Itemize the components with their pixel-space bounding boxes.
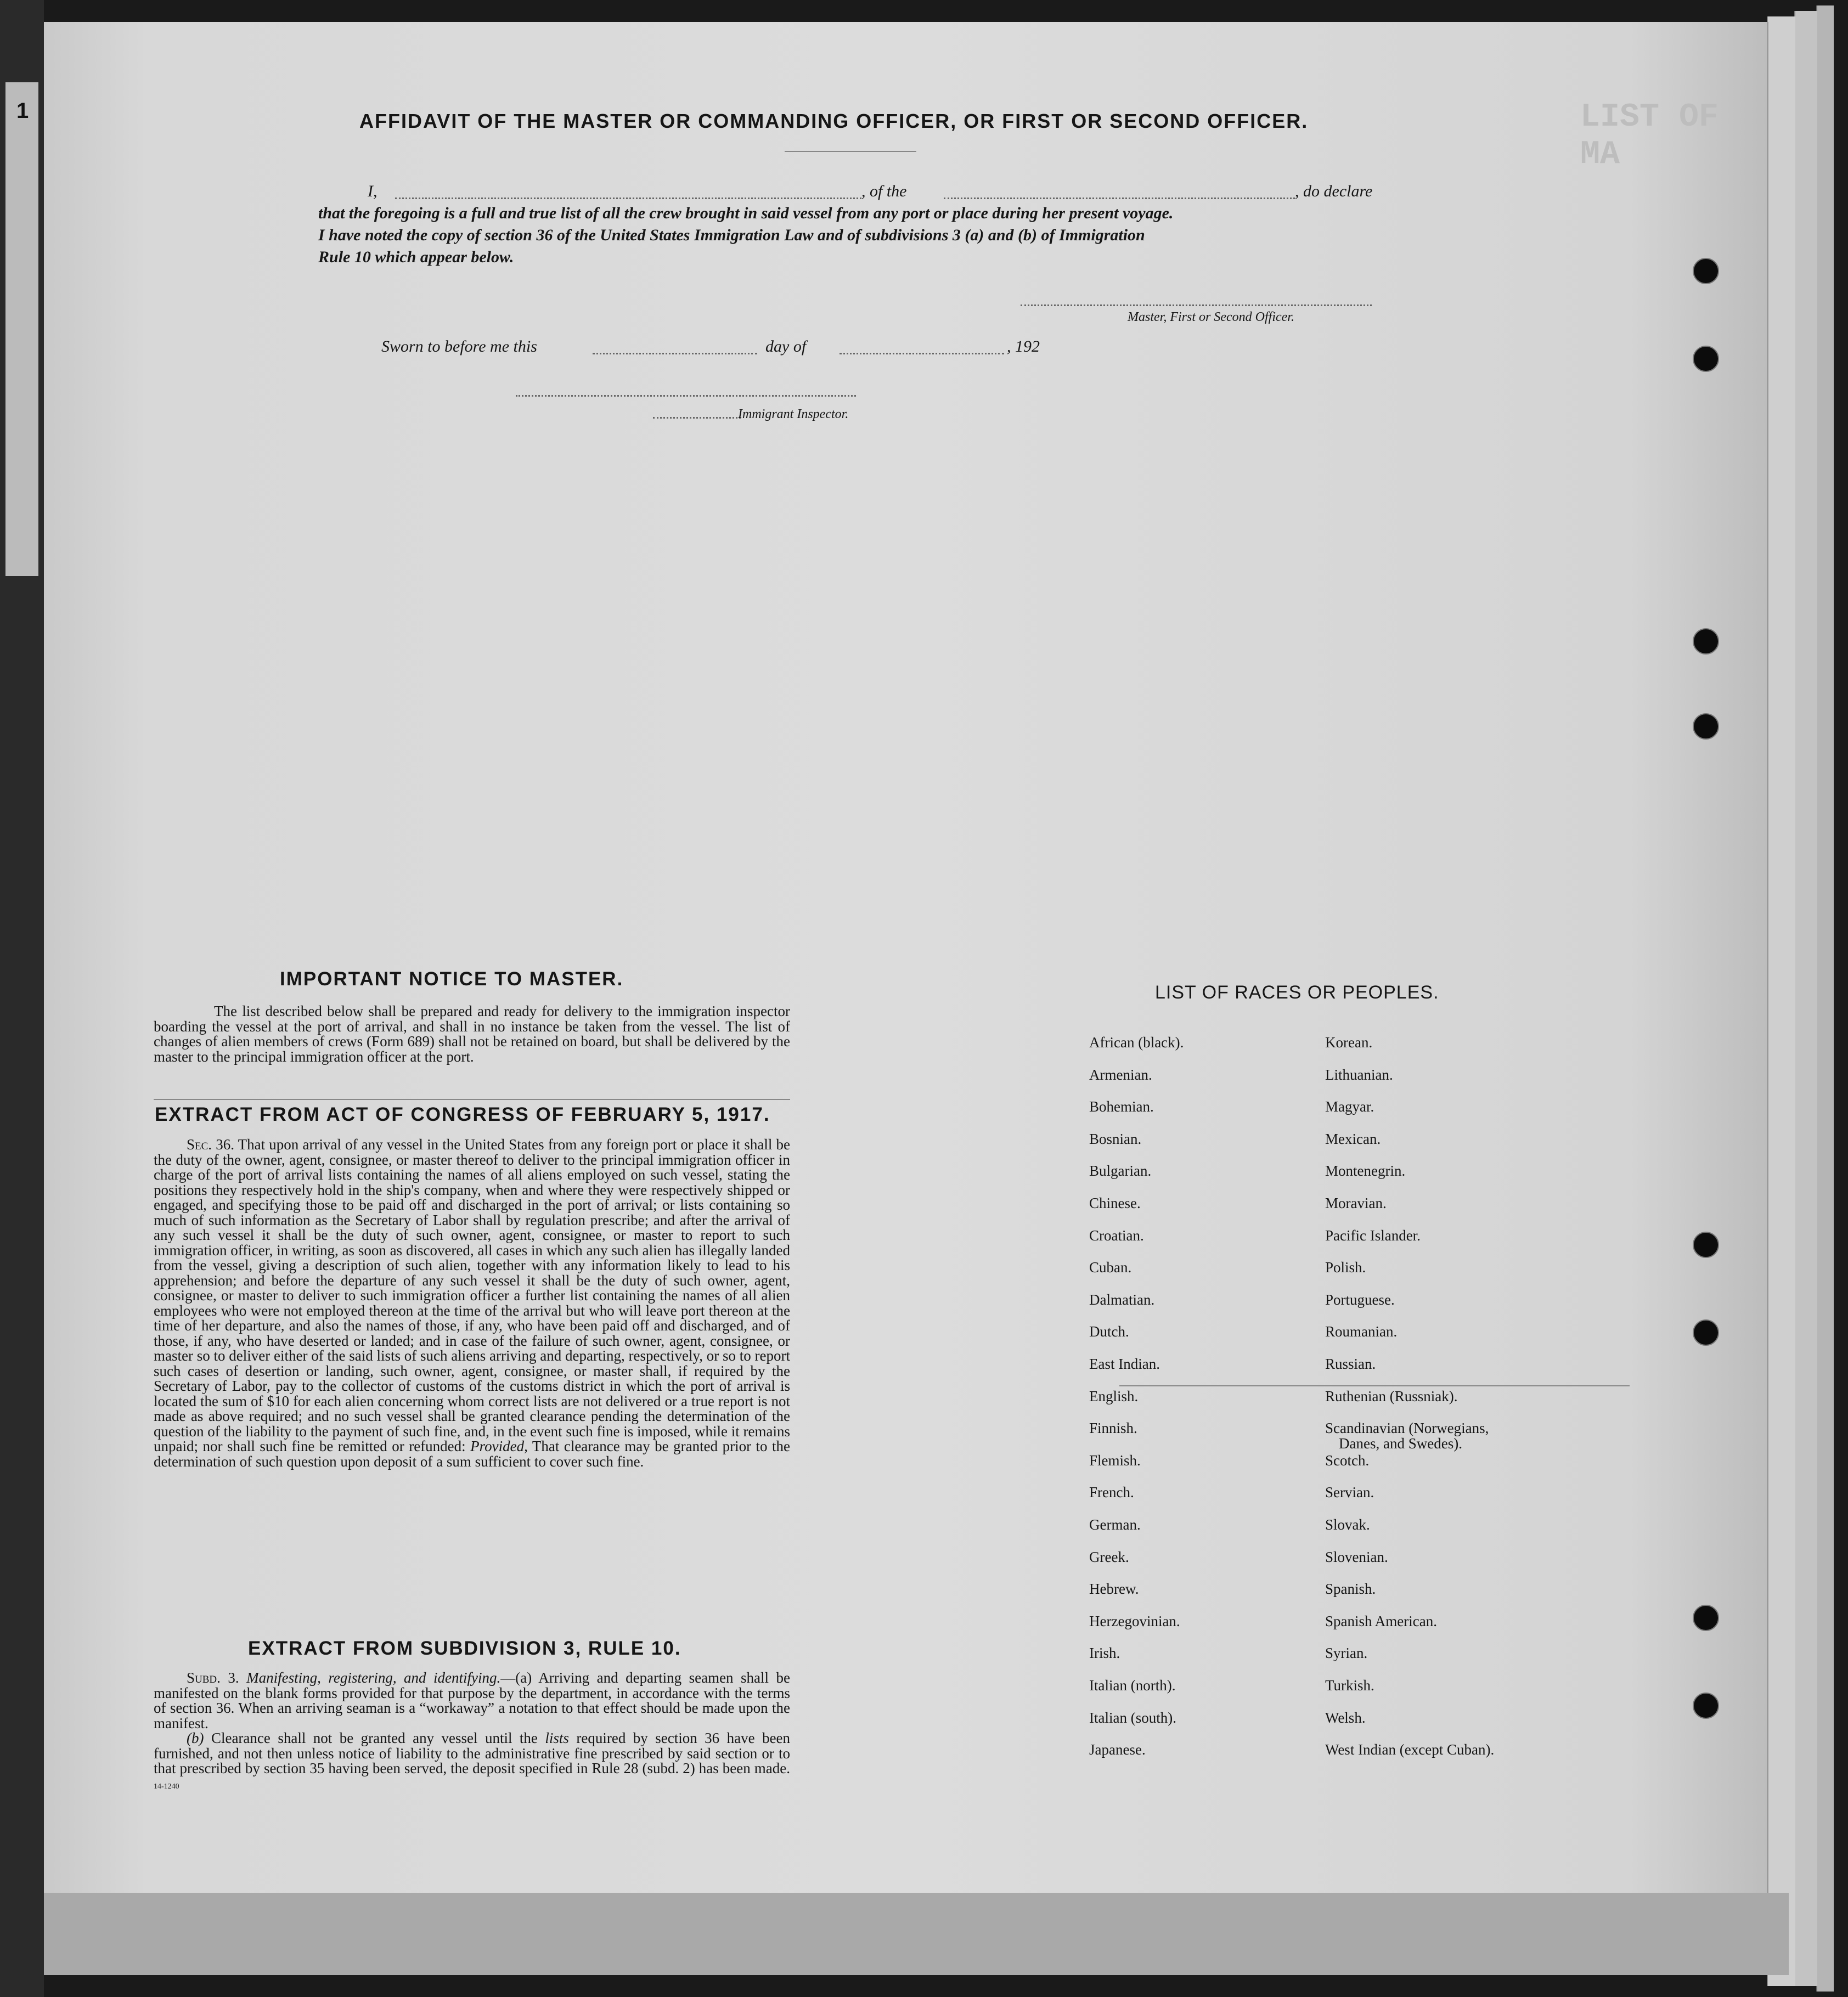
subdivision-title: Manifesting, registering, and identifying. — [246, 1669, 501, 1686]
section-text: That upon arrival of any vessel in the United States from any foreign port or place it shall be the duty of the owner, agent, consignee, or master thereof to deliver to the principal immigration officer in charge of the port of arrival lists containing the names of all aliens employed on such vessel, stating the positions they respectively hold in the ship's company, when and where they were respectively shipped or engaged, and specifying those to be paid off and discharged in the port of arrival; or lists containing so much of such information as the Secretary of Labor shall by regulation prescribe; and after the arrival of any such vessel it shall be the duty of such owner, agent, consignee, or master to report to such immigration officer, in writing, as soon as discovered, all cases in which any such alien has illegally landed from the vessel, giving a description of such alien, together with any information likely to lead to his apprehension; and before the departure of any such vessel it shall be the duty of such owner, agent, consignee, or master to deliver to such immigration officer a further list containing the names of all alien employees who were not employed thereon at the time of the arrival but who will leave port thereon at the time of her departure, and also the names of those, if any, who have been paid off and discharged, and of those, if any, who have deserted or landed; and in case of the failure of such owner, agent, consignee, or master so to deliver either of the said lists of such aliens arriving and departing, respectively, or so to report such cases of desertion or landing, such owner, agent, consignee, or master shall, if required by the Secretary of Labor, pay to the collector of customs of the customs district in which the port of arrival is located the sum of $10 for each alien concerning whom correct lists are not delivered or a true report is not made as above required; and no such vessel shall be granted clearance pending the determination of the question of the liability to the payment of such fine, and, in the event such fine is imposed, while it remains unpaid; nor shall such fine be remitted or refunded: — [154, 1136, 790, 1454]
race-item: African (black). — [1089, 1034, 1184, 1051]
race-item: Montenegrin. — [1325, 1163, 1406, 1180]
race-item: Polish. — [1325, 1259, 1366, 1276]
race-item: Dutch. — [1089, 1323, 1129, 1340]
race-item: Magyar. — [1325, 1098, 1374, 1115]
subdivision-a-text: —(a) Arriving and departing seamen shall be manifested on the blank forms provided for that purpose by the department, in accordance with the terms of section 36. When an arriving seaman is a “workaway” a notation to that effect should be made upon the manifest. — [154, 1669, 790, 1731]
margin-mark: 1 — [16, 99, 29, 123]
inspector-signature-line — [516, 395, 856, 397]
rule-extract-title: EXTRACT FROM SUBDIVISION 3, RULE 10. — [248, 1638, 681, 1659]
section-label: Sec. 36. — [187, 1136, 234, 1153]
race-item: Italian (south). — [1089, 1709, 1176, 1726]
divider — [154, 1099, 790, 1100]
day-of-label: day of — [765, 337, 807, 356]
race-item: Korean. — [1325, 1034, 1373, 1051]
race-item: Bosnian. — [1089, 1130, 1142, 1147]
year-label: , 192 — [1007, 337, 1040, 356]
race-item: Lithuanian. — [1325, 1066, 1393, 1083]
subdivision-b-label: (b) — [187, 1730, 204, 1746]
race-item: Bohemian. — [1089, 1098, 1154, 1115]
race-item: Moravian. — [1325, 1195, 1387, 1211]
officer-signature-label: Master, First or Second Officer. — [1128, 310, 1294, 324]
race-item: Armenian. — [1089, 1066, 1152, 1083]
race-item: Herzegovinian. — [1089, 1612, 1180, 1629]
race-item: Roumanian. — [1325, 1323, 1398, 1340]
punch-hole — [1693, 1232, 1719, 1258]
page-edge-stack — [1816, 5, 1834, 1992]
race-item: French. — [1089, 1484, 1134, 1501]
races-title: LIST OF RACES OR PEOPLES. — [1155, 982, 1439, 1003]
subdivision-label: Subd. 3. — [187, 1669, 239, 1686]
race-item: Dalmatian. — [1089, 1291, 1155, 1308]
bleed-through-text: LIST OF MA — [1580, 99, 1719, 173]
page-bottom-edge — [44, 1893, 1789, 1975]
race-item: Greek. — [1089, 1548, 1129, 1565]
provided-word: Provided, — [470, 1438, 528, 1454]
page-edge-stack — [1767, 16, 1795, 1986]
race-item: Slovak. — [1325, 1516, 1370, 1533]
vessel-blank — [944, 198, 1295, 199]
race-item: Syrian. — [1325, 1645, 1368, 1662]
punch-hole — [1693, 1319, 1719, 1346]
race-item: Turkish. — [1325, 1677, 1374, 1694]
punch-hole — [1693, 1693, 1719, 1719]
punch-hole — [1693, 346, 1719, 372]
divider — [1119, 1385, 1630, 1386]
notice-title: IMPORTANT NOTICE TO MASTER. — [280, 968, 624, 990]
race-item: Flemish. — [1089, 1452, 1141, 1469]
form-code: 14-1240 — [154, 1782, 179, 1791]
page-edge-stack — [1794, 11, 1817, 1986]
affidavit-i-label: I, — [368, 182, 378, 200]
sworn-label: Sworn to before me this — [381, 337, 537, 356]
document-page — [44, 22, 1768, 1975]
inspector-label: Immigrant Inspector. — [738, 407, 849, 421]
race-item: Bulgarian. — [1089, 1163, 1152, 1180]
rule-extract-body — [154, 1671, 790, 1794]
subdivision-b-text-2: required by section 36 have been furnished, and not then unless notice of liability to the administrative fine prescribed by said section or to that prescribed by section 35 having been served, the deposit specified in Rule 28 (subd. 2) has been made. — [154, 1730, 791, 1776]
race-item: Hebrew. — [1089, 1581, 1139, 1598]
race-item: East Indian. — [1089, 1356, 1160, 1372]
race-item: Japanese. — [1089, 1741, 1146, 1758]
divider — [785, 151, 916, 152]
race-item: Slovenian. — [1325, 1548, 1388, 1565]
affidavit-line-2: that the foregoing is a full and true list of all the crew brought in said vessel from any port or place during her present voyage. — [318, 204, 1174, 222]
lists-word: lists — [545, 1730, 569, 1746]
name-blank — [395, 198, 861, 199]
race-item: Servian. — [1325, 1484, 1374, 1501]
act-extract-body — [154, 1137, 790, 1469]
affidavit-line-4: Rule 10 which appear below. — [318, 248, 514, 266]
act-extract-title: EXTRACT FROM ACT OF CONGRESS OF FEBRUARY 5, 1917. — [155, 1104, 770, 1125]
race-item: Croatian. — [1089, 1227, 1144, 1244]
race-item: Finnish. — [1089, 1420, 1137, 1437]
race-item: West Indian (except Cuban). — [1325, 1741, 1495, 1758]
race-item: Ruthenian (Russniak). — [1325, 1387, 1458, 1404]
race-item: Chinese. — [1089, 1195, 1141, 1211]
race-item: Cuban. — [1089, 1259, 1132, 1276]
race-item: Spanish. — [1325, 1581, 1376, 1598]
race-item: Mexican. — [1325, 1130, 1381, 1147]
punch-hole — [1693, 258, 1719, 284]
of-the-label: , of the — [861, 182, 907, 200]
notice-body: The list described below shall be prepared and ready for delivery to the immigration inspector boarding the vessel at the port of arrival, and shall in no instance be taken from the vessel. The list of changes of alien members of crews (Form 689) shall not be retained on board, but shall be delivered by the master to the principal immigration officer at the port. — [154, 1003, 790, 1065]
punch-hole — [1693, 713, 1719, 740]
race-item: Welsh. — [1325, 1709, 1366, 1726]
subdivision-b-text: Clearance shall not be granted any vessel until the — [211, 1730, 538, 1746]
affidavit-line-3: I have noted the copy of section 36 of the United States Immigration Law and of subdivisions 3 (a) and (b) of Immigration — [318, 226, 1145, 244]
do-declare-label: , do declare — [1295, 182, 1373, 200]
previous-page-stub — [5, 82, 38, 576]
race-item: German. — [1089, 1516, 1141, 1533]
race-item: English. — [1089, 1387, 1139, 1404]
race-item: Danes, and Swedes). — [1339, 1435, 1462, 1452]
section-text-end: That clearance may be granted prior to the determination of such question upon deposit of a sum sufficient to cover such fine. — [154, 1438, 791, 1470]
race-item: Italian (north). — [1089, 1677, 1176, 1694]
race-item: Scandinavian (Norwegians, — [1325, 1420, 1489, 1437]
affidavit-title: AFFIDAVIT OF THE MASTER OR COMMANDING OFFICER, OR FIRST OR SECOND OFFICER. — [359, 110, 1309, 132]
punch-hole — [1693, 1605, 1719, 1631]
officer-signature-line — [1021, 304, 1372, 306]
punch-hole — [1693, 628, 1719, 655]
day-blank — [593, 353, 757, 354]
race-item: Pacific Islander. — [1325, 1227, 1421, 1244]
race-item: Russian. — [1325, 1356, 1376, 1372]
race-item: Portuguese. — [1325, 1291, 1395, 1308]
binding-spine — [0, 0, 44, 1997]
race-item: Scotch. — [1325, 1452, 1370, 1469]
race-item: Irish. — [1089, 1645, 1120, 1662]
race-item: Spanish American. — [1325, 1612, 1437, 1629]
inspector-signature-line-2 — [653, 417, 741, 419]
month-blank — [840, 353, 1004, 354]
